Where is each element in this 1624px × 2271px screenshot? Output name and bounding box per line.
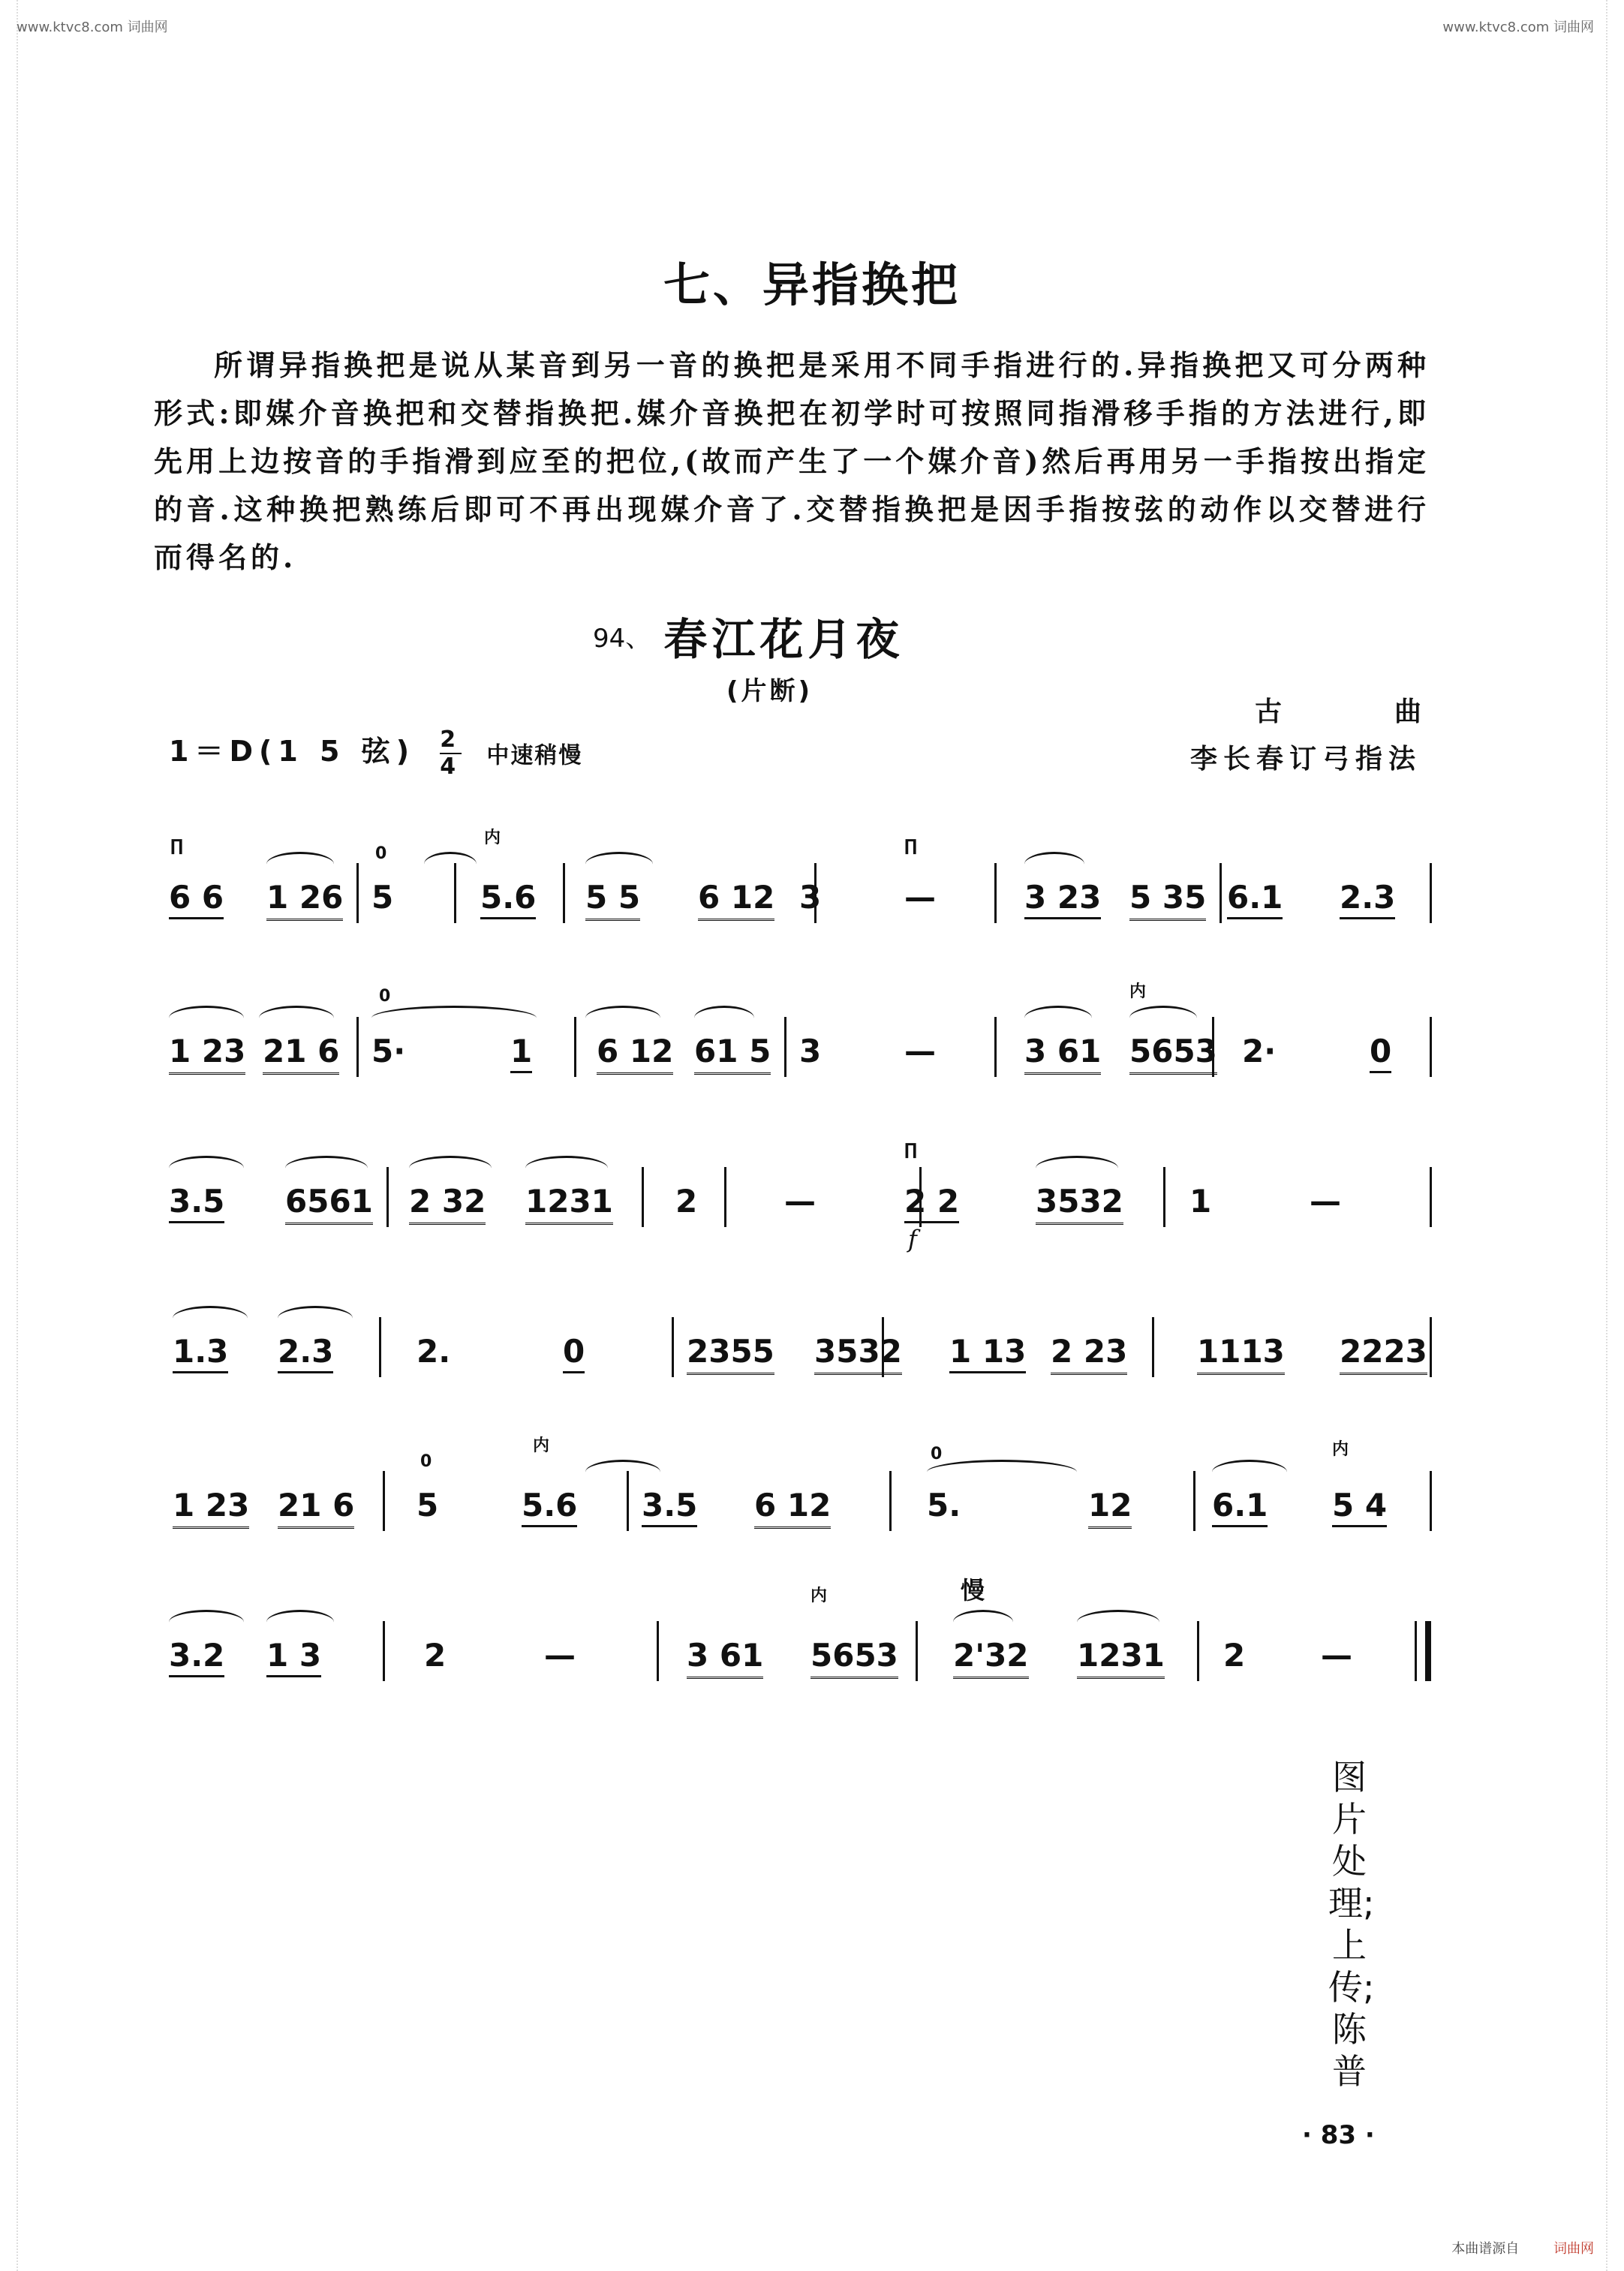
note-text: 6 12: [597, 1033, 673, 1075]
note-group: [409, 1183, 486, 1220]
note-group: [754, 1487, 831, 1524]
barline: [1193, 1471, 1195, 1531]
note-group: [642, 1487, 697, 1524]
note-text: 0: [1370, 1033, 1391, 1073]
note-text: 3 23: [1024, 879, 1101, 919]
barline: [994, 863, 997, 923]
barline: [1430, 1167, 1432, 1227]
note-text: 1 23: [169, 1033, 245, 1075]
note-group: [173, 1487, 249, 1524]
barline: [814, 863, 817, 923]
up-bow-mark: ∏: [904, 837, 918, 856]
footer: [1451, 2238, 1594, 2257]
note-text: 6 12: [698, 879, 774, 921]
barline: [882, 1317, 884, 1377]
upload-credit: 图片处理;上传;陈普: [1328, 1757, 1375, 2092]
note-text: 6 12: [754, 1487, 831, 1529]
note-group: [266, 1637, 321, 1674]
slur: [266, 852, 334, 877]
barline: [1197, 1621, 1199, 1681]
note-text: 2.: [417, 1333, 451, 1370]
note-text: 1: [510, 1033, 532, 1073]
slur: [266, 1610, 334, 1635]
note-group: [544, 1637, 576, 1674]
note-text: 5 5: [585, 879, 640, 921]
note-text: 3532: [814, 1333, 902, 1375]
note-text: 21 6: [263, 1033, 339, 1075]
slur: [1077, 1610, 1159, 1635]
note-group: [784, 1183, 816, 1220]
forte-mark: f: [908, 1225, 917, 1253]
slur: [259, 1006, 334, 1030]
note-group: [510, 1033, 532, 1069]
note-text: 2355: [687, 1333, 774, 1375]
time-top: 2: [440, 726, 462, 753]
note-text: 6561: [285, 1183, 373, 1225]
note-group: [278, 1333, 333, 1370]
note-group: [169, 1183, 224, 1220]
slur: [1129, 1006, 1197, 1030]
barline: [1163, 1167, 1165, 1227]
slur: [371, 1006, 537, 1030]
barline: [1430, 1471, 1432, 1531]
note-text: 5: [371, 879, 394, 916]
watermark-right: www.ktvc8.com 词曲网: [1442, 20, 1594, 35]
left-margin-strip: [0, 0, 18, 2271]
note-text: 3 61: [687, 1637, 763, 1679]
barline: [657, 1621, 659, 1681]
nei-mark: 内: [810, 1587, 828, 1605]
note-text: 3.5: [642, 1487, 697, 1527]
nei-mark: 内: [533, 1436, 550, 1455]
note-group: [953, 1637, 1029, 1674]
key-signature: 1＝D(1 5 弦): [169, 735, 416, 768]
note-text: 3: [799, 879, 822, 916]
nei-mark: 内: [1129, 982, 1147, 1001]
note-text: 5.6: [522, 1487, 577, 1527]
note-group: [698, 879, 774, 916]
note-group: [1321, 1637, 1352, 1674]
note-text: 5653: [1129, 1033, 1217, 1075]
note-group: [1077, 1637, 1165, 1674]
slur: [694, 1006, 754, 1030]
note-group: [949, 1333, 1026, 1370]
note-text: 1 23: [173, 1487, 249, 1529]
note-group: [417, 1487, 438, 1524]
note-text: 5 35: [1129, 879, 1206, 921]
note-group: [1024, 1033, 1101, 1069]
note-group: [1051, 1333, 1127, 1370]
note-text: 5.6: [480, 879, 536, 919]
note-text: 5: [417, 1487, 439, 1524]
note-text: 6.1: [1212, 1487, 1268, 1527]
note-text: 1 13: [949, 1333, 1026, 1373]
slur: [424, 852, 477, 877]
note-group: [1242, 1033, 1276, 1069]
slur: [585, 1006, 660, 1030]
note-group: [173, 1333, 228, 1370]
barline: [784, 1017, 786, 1077]
note-group: [1223, 1637, 1245, 1674]
note-text: 3.2: [169, 1637, 224, 1677]
piece-number: 94、: [593, 623, 651, 654]
note-text: 61 5: [694, 1033, 771, 1075]
barline: [1152, 1317, 1154, 1377]
intro-text: 所谓异指换把是说从某音到另一音的换把是采用不同手指进行的.异指换把又可分两种形式:即媒介音换把和交替指换把.媒介音换把在初学时可按照同指滑移手指的方法进行,即先用上边按音的手指滑到应至的把位,(故而产生了一个媒介音)然后再用另一手指按出指定的音.这种换把熟练后即可不再出现媒介音了.交替指换把是因手指按弦的动作以交替进行而得名的.: [154, 348, 1430, 574]
note-text: 3: [799, 1033, 822, 1069]
slur: [169, 1006, 244, 1030]
open-string-mark: 0: [420, 1452, 432, 1471]
note-group: [480, 879, 536, 916]
barline: [356, 1017, 359, 1077]
note-text: 0: [563, 1333, 585, 1373]
note-group: [1129, 1033, 1217, 1069]
slur: [1036, 1156, 1118, 1181]
watermark-left: www.ktvc8.com 词曲网: [17, 20, 168, 35]
note-text: 3532: [1036, 1183, 1123, 1225]
barline: [563, 863, 565, 923]
note-text: 3 61: [1024, 1033, 1101, 1075]
note-group: [904, 1183, 959, 1220]
note-text: —: [544, 1637, 576, 1674]
final-barline-thin: [1415, 1621, 1417, 1681]
note-group: [1197, 1333, 1285, 1370]
origin-a: 古: [1254, 696, 1282, 727]
note-text: 2 2: [904, 1183, 959, 1223]
note-text: —: [904, 1033, 936, 1069]
note-text: 2: [1223, 1637, 1246, 1674]
barline: [1212, 1017, 1214, 1077]
nei-mark: 内: [484, 829, 501, 847]
barline: [1220, 863, 1222, 923]
note-group: [525, 1183, 613, 1220]
note-text: —: [784, 1183, 816, 1220]
slur: [927, 1460, 1077, 1484]
note-text: 1231: [525, 1183, 613, 1225]
note-group: [1227, 879, 1283, 916]
note-group: [1370, 1033, 1391, 1069]
slur: [169, 1610, 244, 1635]
barline: [916, 1621, 918, 1681]
footer-source: 本曲谱源自: [1451, 2241, 1520, 2257]
note-text: 2.3: [1340, 879, 1395, 919]
note-text: —: [904, 879, 936, 916]
note-group: [1129, 879, 1206, 916]
barline: [574, 1017, 576, 1077]
intro-paragraph: [154, 341, 1430, 582]
slur: [953, 1610, 1013, 1635]
page-number: · 83 ·: [1302, 2120, 1375, 2150]
barline: [356, 863, 359, 923]
up-bow-mark: ∏: [170, 837, 184, 856]
note-text: 1113: [1197, 1333, 1285, 1375]
score-row-1: [154, 796, 1426, 946]
slur: [525, 1156, 608, 1181]
barline: [379, 1317, 381, 1377]
slur: [169, 1156, 244, 1181]
barline: [383, 1621, 385, 1681]
note-group: [522, 1487, 577, 1524]
barline: [919, 1167, 922, 1227]
origin-b: 曲: [1394, 696, 1421, 727]
note-text: —: [1321, 1637, 1352, 1674]
slur: [585, 1460, 660, 1484]
note-group: [169, 1033, 245, 1069]
note-group: [799, 1033, 821, 1069]
open-string-mark: 0: [931, 1445, 943, 1463]
note-group: [424, 1637, 446, 1674]
note-text: 3.5: [169, 1183, 224, 1223]
barline: [642, 1167, 644, 1227]
slur: [1212, 1460, 1287, 1484]
note-group: [266, 879, 343, 916]
open-string-mark: 0: [379, 987, 391, 1006]
note-group: [1036, 1183, 1123, 1220]
note-text: —: [1310, 1183, 1341, 1220]
score-row-6: [154, 1554, 1426, 1704]
arranger-label: 李长春订弓指法: [1189, 744, 1421, 775]
score-row-4: [154, 1250, 1426, 1400]
slur: [1024, 852, 1084, 877]
note-text: 1: [1189, 1183, 1212, 1220]
slur: [173, 1306, 248, 1331]
barline: [724, 1167, 726, 1227]
barline: [1430, 1017, 1432, 1077]
note-text: 2'32: [953, 1637, 1029, 1679]
slur: [1024, 1006, 1092, 1030]
note-text: 2.3: [278, 1333, 333, 1373]
note-text: 5653: [810, 1637, 898, 1679]
note-text: 2 32: [409, 1183, 486, 1225]
slur: [409, 1156, 492, 1181]
open-string-mark: 0: [375, 844, 387, 863]
footer-brand: 词曲网: [1553, 2241, 1594, 2257]
slur: [285, 1156, 368, 1181]
note-group: [371, 1033, 405, 1069]
final-barline-thick: [1425, 1621, 1431, 1681]
origin-label: [1255, 690, 1421, 729]
note-text: 1 26: [266, 879, 343, 921]
tempo-marking: 中速稍慢: [486, 742, 583, 769]
piece-title: [593, 604, 904, 667]
barline: [1430, 1317, 1432, 1377]
note-group: [687, 1637, 763, 1674]
note-text: 1.3: [173, 1333, 228, 1373]
note-group: [563, 1333, 585, 1370]
note-group: [1024, 879, 1101, 916]
key-signature-line: [169, 728, 582, 778]
note-group: [1332, 1487, 1387, 1524]
note-text: 5 4: [1332, 1487, 1387, 1527]
note-text: 6.1: [1227, 879, 1283, 919]
note-group: [810, 1637, 898, 1674]
note-text: 2: [424, 1637, 447, 1674]
slow-marking: 慢: [961, 1576, 985, 1605]
note-group: [675, 1183, 697, 1220]
slur: [278, 1306, 353, 1331]
note-text: 1231: [1077, 1637, 1165, 1679]
barline: [383, 1471, 385, 1531]
piece-subtitle: (片断): [726, 676, 814, 706]
note-group: [814, 1333, 902, 1370]
note-group: [687, 1333, 774, 1370]
barline: [672, 1317, 674, 1377]
barline: [1430, 863, 1432, 923]
note-group: [694, 1033, 771, 1069]
note-group: [278, 1487, 354, 1524]
note-group: [263, 1033, 339, 1069]
note-group: [169, 1637, 224, 1674]
note-text: 1 3: [266, 1637, 321, 1677]
note-group: [371, 879, 393, 916]
score-row-3: [154, 1099, 1426, 1253]
note-group: [1212, 1487, 1268, 1524]
note-group: [1340, 1333, 1427, 1370]
section-title: 七、异指换把: [663, 257, 961, 312]
note-text: 5.: [927, 1487, 961, 1524]
note-group: [285, 1183, 373, 1220]
note-text: 12: [1088, 1487, 1132, 1529]
up-bow-mark: ∏: [904, 1141, 918, 1160]
note-group: [1189, 1183, 1211, 1220]
note-group: [1340, 879, 1395, 916]
note-text: 2 23: [1051, 1333, 1127, 1375]
note-text: 6 6: [169, 879, 224, 919]
barline: [889, 1471, 892, 1531]
score-row-2: [154, 949, 1426, 1099]
time-signature: [440, 726, 462, 780]
time-bottom: 4: [440, 753, 462, 780]
note-text: 2223: [1340, 1333, 1427, 1375]
note-group: [597, 1033, 673, 1069]
note-text: 2: [675, 1183, 698, 1220]
note-group: [1310, 1183, 1341, 1220]
piece-name: 春江花月夜: [663, 614, 904, 665]
note-text: 5·: [371, 1033, 406, 1069]
right-margin-strip: [1606, 0, 1624, 2271]
note-group: [904, 879, 936, 916]
note-text: 21 6: [278, 1487, 354, 1529]
score-row-5: [154, 1403, 1426, 1554]
note-group: [1088, 1487, 1132, 1524]
barline: [386, 1167, 389, 1227]
nei-mark: 内: [1332, 1440, 1349, 1459]
note-group: [585, 879, 640, 916]
note-group: [904, 1033, 936, 1069]
note-group: [169, 879, 224, 916]
note-group: [417, 1333, 450, 1370]
note-group: [799, 879, 821, 916]
note-text: 2·: [1242, 1033, 1277, 1069]
barline: [994, 1017, 997, 1077]
note-group: [927, 1487, 961, 1524]
slur: [585, 852, 653, 877]
